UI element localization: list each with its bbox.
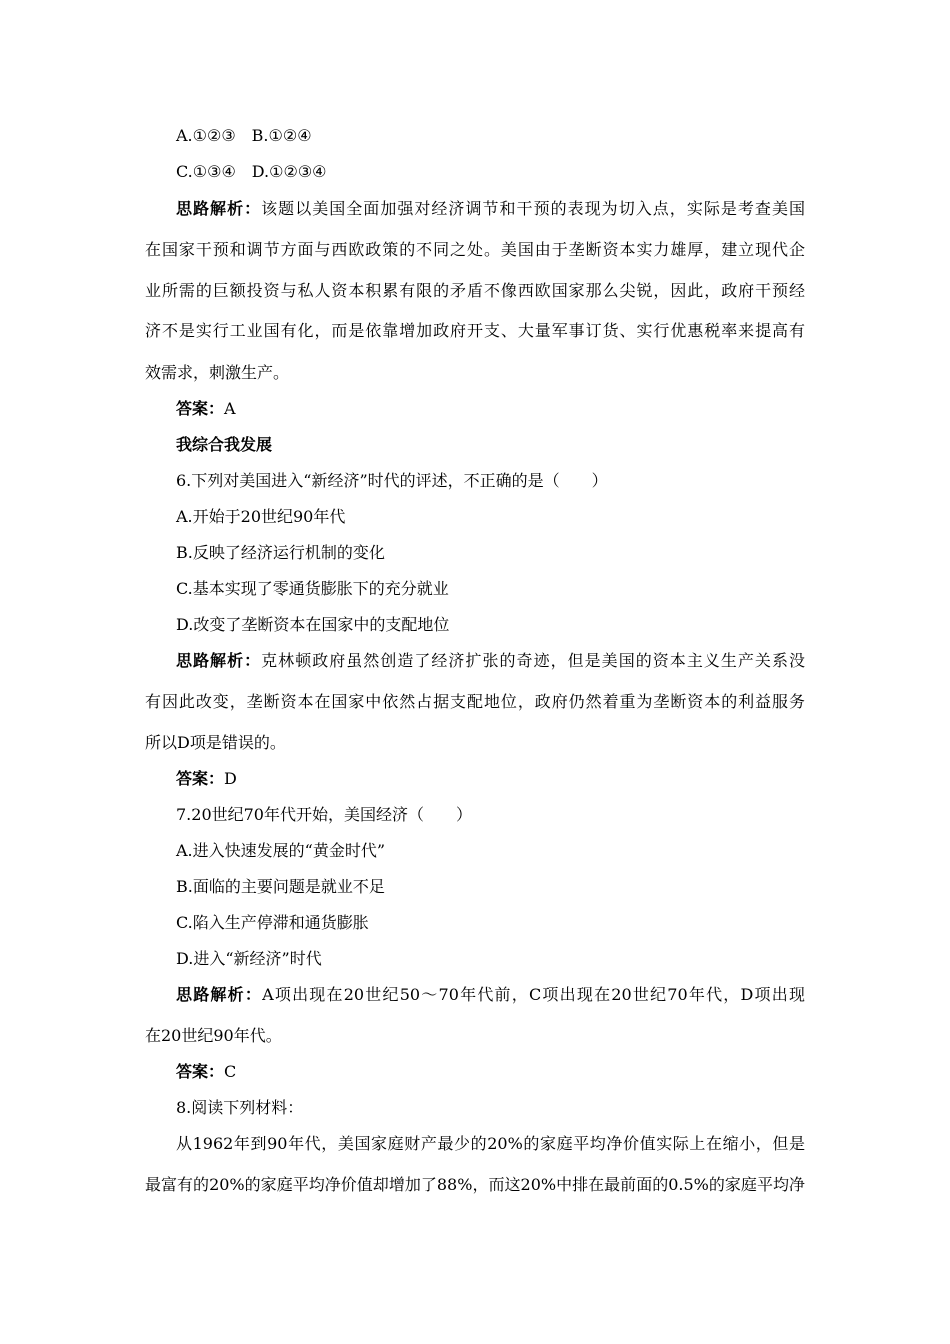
q5-options-line-1: A.①②③ B.①②④ <box>176 126 312 145</box>
q7-stem: 7.20世纪70年代开始，美国经济（ ） <box>176 805 472 824</box>
q8-stem: 8.阅读下列材料： <box>176 1098 304 1117</box>
q7-answer-label: 答案： <box>176 1062 225 1081</box>
q5-analysis-line-2: 在国家干预和调节方面与西欧政策的不同之处。美国由于垄断资本实力雄厚，建立现代企 <box>145 240 805 259</box>
q5-analysis-text-1: 该题以美国全面加强对经济调节和干预的表现为切入点，实际是考查美国 <box>261 199 805 218</box>
q7-analysis-line-1 <box>176 985 805 1005</box>
q7-option-d: D.进入“新经济”时代 <box>176 949 322 968</box>
q6-option-d: D.改变了垄断资本在国家中的支配地位 <box>176 615 450 634</box>
q7-option-a: A.进入快速发展的“黄金时代” <box>176 841 386 860</box>
q6-analysis-label: 思路解析： <box>176 651 262 670</box>
q5-answer-value: A <box>224 399 236 418</box>
q6-stem: 6.下列对美国进入“新经济”时代的评述，不正确的是（ ） <box>176 471 608 490</box>
q5-analysis-label: 思路解析： <box>176 199 262 218</box>
q7-analysis-text-1: A项出现在20世纪50～70年代前，C项出现在20世纪70年代，D项出现 <box>262 985 805 1004</box>
q5-options-line-2: C.①③④ D.①②③④ <box>176 162 327 181</box>
q7-answer-value: C <box>224 1062 237 1081</box>
q6-analysis-line-2: 有因此改变，垄断资本在国家中依然占据支配地位，政府仍然着重为垄断资本的利益服务 <box>145 692 805 711</box>
q8-material-line-2: 最富有的20%的家庭平均净价值却增加了88%，而这20%中排在最前面的0.5%的家庭平均净 <box>145 1175 805 1194</box>
q5-answer-label: 答案： <box>176 399 225 418</box>
q7-option-c: C.陷入生产停滞和通货膨胀 <box>176 913 369 932</box>
q5-analysis-line-1 <box>176 199 805 219</box>
q7-answer <box>176 1062 236 1082</box>
q6-answer <box>176 769 237 789</box>
q6-option-c: C.基本实现了零通货膨胀下的充分就业 <box>176 579 449 598</box>
q5-analysis-line-5: 效需求，刺激生产。 <box>145 363 290 382</box>
q6-option-a: A.开始于20世纪90年代 <box>176 507 346 526</box>
q6-analysis-line-1 <box>176 651 805 671</box>
section-heading: 我综合我发展 <box>176 435 273 454</box>
q6-answer-label: 答案： <box>176 769 225 788</box>
q8-material-line-1: 从1962年到90年代，美国家庭财产最少的20%的家庭平均净价值实际上在缩小，但是 <box>176 1134 805 1153</box>
q7-analysis-line-2: 在20世纪90年代。 <box>145 1026 282 1045</box>
q5-answer <box>176 399 236 419</box>
q6-option-b: B.反映了经济运行机制的变化 <box>176 543 385 562</box>
q7-analysis-label: 思路解析： <box>176 985 263 1004</box>
q7-option-b: B.面临的主要问题是就业不足 <box>176 877 385 896</box>
q6-answer-value: D <box>224 769 237 788</box>
q6-analysis-text-1: 克林顿政府虽然创造了经济扩张的奇迹，但是美国的资本主义生产关系没 <box>261 651 805 670</box>
q5-analysis-line-3: 业所需的巨额投资与私人资本积累有限的矛盾不像西欧国家那么尖锐，因此，政府干预经 <box>145 281 805 300</box>
q6-analysis-line-3: 所以D项是错误的。 <box>145 733 286 752</box>
q5-analysis-line-4: 济不是实行工业国有化，而是依靠增加政府开支、大量军事订货、实行优惠税率来提高有 <box>145 321 805 340</box>
